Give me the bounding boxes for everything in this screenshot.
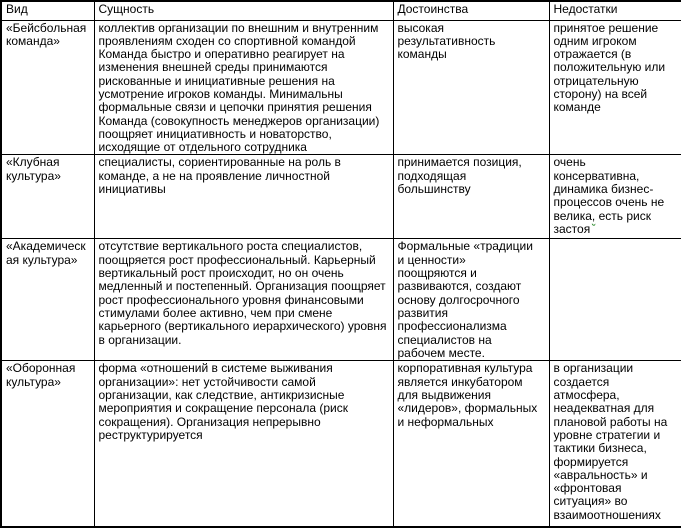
header-type: Вид (1, 1, 94, 20)
type-cell: «Бейсбольная команда» (1, 20, 94, 155)
type-cell: «Клубная культура» (1, 155, 94, 239)
table-row-baseball-team (1, 20, 681, 155)
grammar-check-squiggle: , (591, 208, 596, 223)
table-row-defense-culture (1, 361, 681, 527)
table-row-academic-culture (1, 239, 681, 361)
disadvantages-text-before: очень консервативна, динамика бизнес-процессов очень не велика (553, 155, 665, 223)
header-disadvantages: Недостатки (549, 1, 681, 20)
disadvantages-cell: в организации создается атмосфера, неадекватная для плановой работы на уровне стратегии и тактики бизнеса, формируется «авральность» и «фронтовая ситуация» во взаимоотношениях (549, 361, 681, 527)
header-essence: Сущность (94, 1, 393, 20)
advantages-cell: принимается позиция, подходящая большинству (393, 155, 549, 239)
essence-cell: форма «отношений в системе выживания организации»: нет устойчивости самой организации, как следствие, антикризисные мероприятия и сокращение персонала (риск сокращения). Организация непрерывно реструктурируется (94, 361, 393, 527)
advantages-cell: Формальные «традиции и ценности» поощряются и развиваются, создают основу долгосрочного развития профессионализма специалистов на рабочем месте. (393, 239, 549, 361)
table-header-row (1, 1, 681, 20)
disadvantages-text-after: есть риск застоя (553, 208, 651, 236)
essence-cell: отсутствие вертикального роста специалистов, поощряется рост профессиональный. Карьерный вертикальный рост происходит, но он очень медленный и постепенный. Организация поощряет рост профессионального уровня финансовыми стимулами более активно, чем при смене карьерного (вертикального иерархического) уровня в организации. (94, 239, 393, 361)
disadvantages-cell (549, 155, 681, 239)
advantages-cell: корпоративная культура является инкубатором для выдвижения «лидеров», формальных и неформальных (393, 361, 549, 527)
type-cell: «Академическая культура» (1, 239, 94, 361)
disadvantages-cell: принятое решение одним игроком отражается (в положительную или отрицательную сторону) на всей команде (549, 20, 681, 155)
disadvantages-cell (549, 239, 681, 361)
essence-cell: специалисты, сориентированные на роль в команде, а не на проявление личностной инициативы (94, 155, 393, 239)
table-row-club-culture (1, 155, 681, 239)
advantages-cell: высокая результативность команды (393, 20, 549, 155)
header-advantages: Достоинства (393, 1, 549, 20)
type-cell: «Оборонная культура» (1, 361, 94, 527)
essence-cell: коллектив организации по внешним и внутренним проявлениям сходен со спортивной командой Команда быстро и оперативно реагирует на изменения внешней среды принимаются рискованные и инициативные решения на усмотрение игроков команды. Минимальны формальные связи и цепочки принятия решения Команда (совокупность менеджеров организации) поощряет инициативность и новаторство, исходящие от отдельного сотрудника (94, 20, 393, 155)
